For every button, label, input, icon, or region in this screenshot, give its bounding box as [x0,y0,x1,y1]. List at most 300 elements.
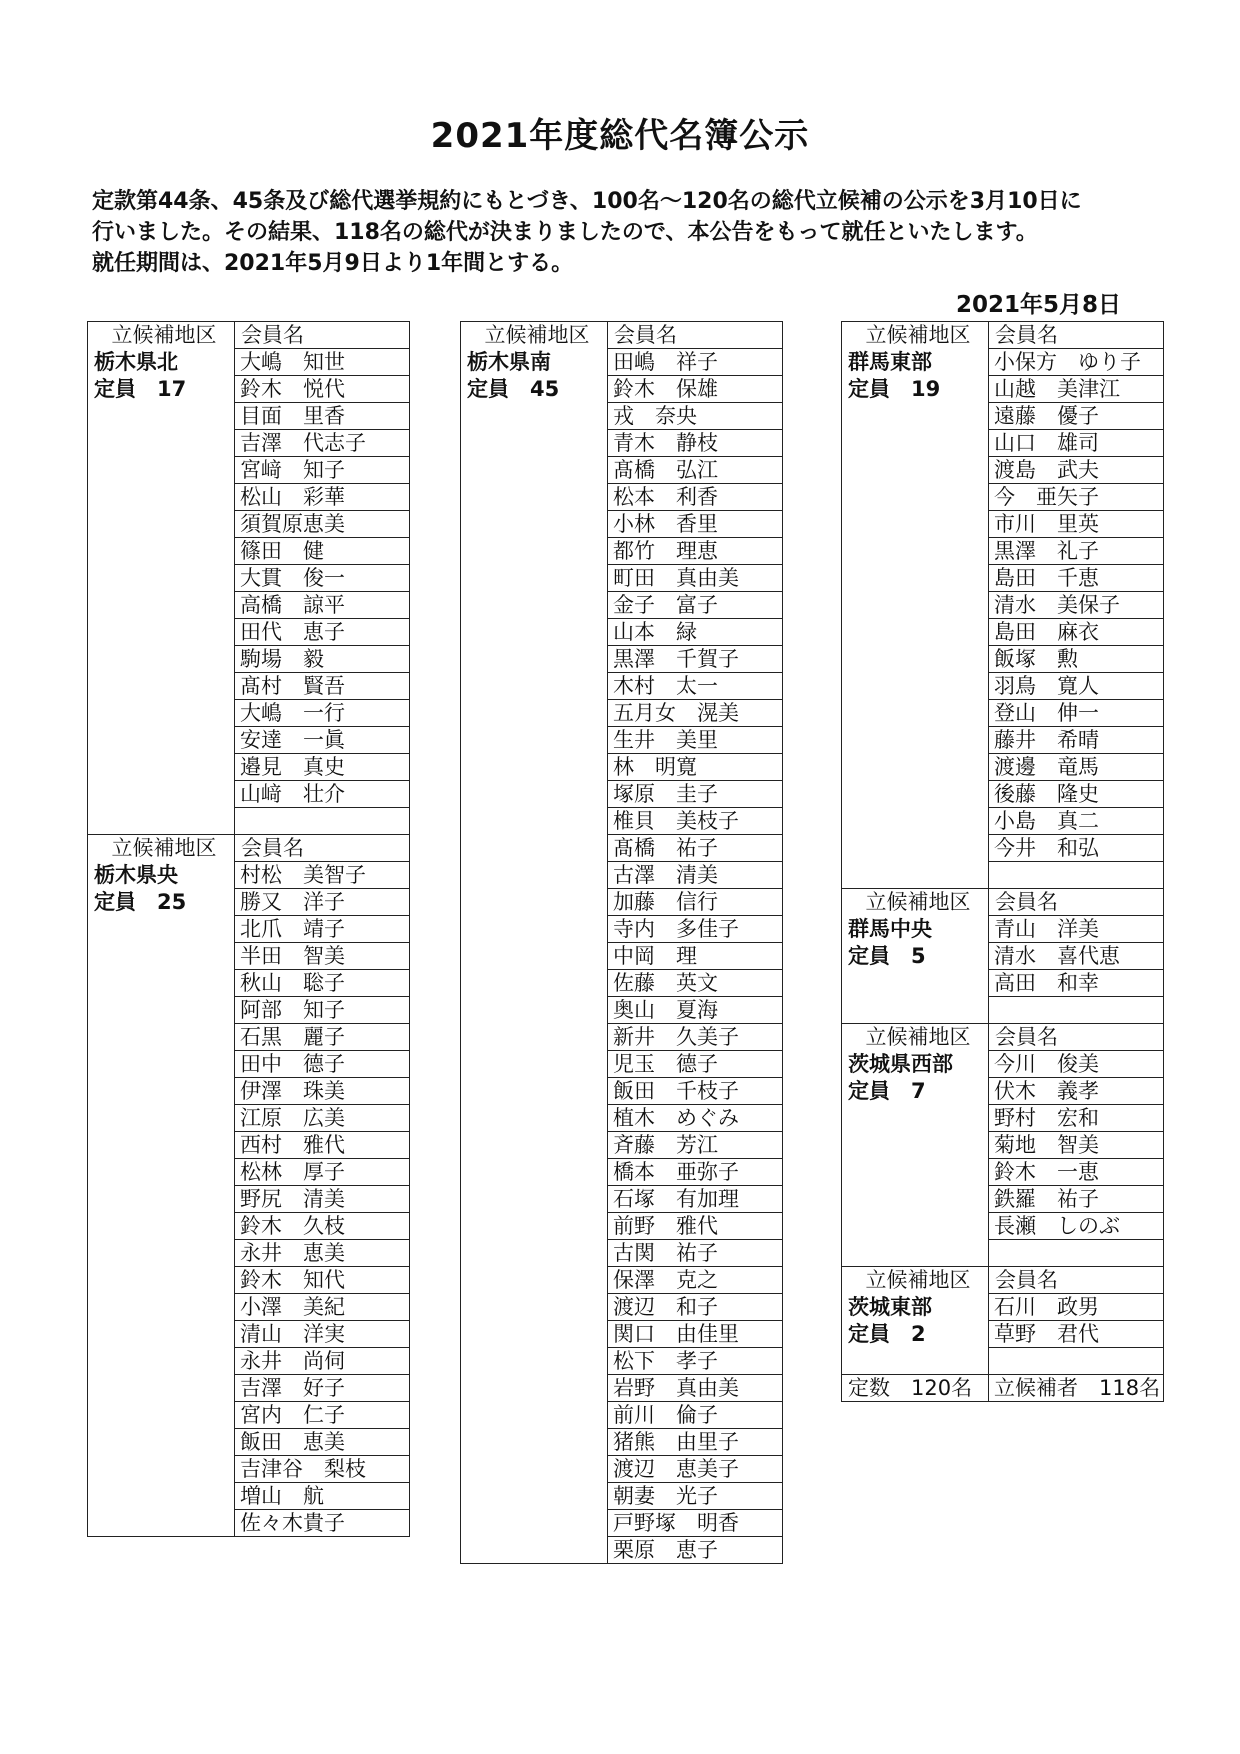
table-row [842,565,1164,592]
table-header-row [461,322,783,349]
district-cell [88,1402,235,1429]
table-row [88,511,410,538]
table-row [461,970,783,997]
table-row [842,484,1164,511]
member-name: 高橋 諒平 [235,592,410,619]
district-cell [842,1213,989,1240]
table-row [461,1240,783,1267]
member-name: 後藤 隆史 [989,781,1164,808]
district-cell [461,997,608,1024]
table-row [461,808,783,835]
table-row [842,997,1164,1024]
member-name: 半田 智美 [235,943,410,970]
table-row [461,511,783,538]
district-cell [88,1078,235,1105]
member-name: 菊地 智美 [989,1132,1164,1159]
table-row [461,646,783,673]
table-row [842,727,1164,754]
member-name: 渡辺 和子 [608,1294,783,1321]
table-row [842,646,1164,673]
member-name: 渡島 武夫 [989,457,1164,484]
table-row [461,403,783,430]
member-name: 中岡 理 [608,943,783,970]
table-row [461,835,783,862]
table-row [842,943,1164,970]
district-cell [842,808,989,835]
table-row [88,457,410,484]
table-row [88,889,410,916]
district-header: 立候補地区 [842,1024,989,1051]
district-name: 栃木県北 [88,349,235,376]
member-name: 斉藤 芳江 [608,1132,783,1159]
table-row [461,1213,783,1240]
district-cell [88,1510,235,1537]
district-quota: 定員 5 [842,943,989,970]
district-cell [461,430,608,457]
district-cell [88,808,235,835]
member-name: 児玉 德子 [608,1051,783,1078]
empty-cell [989,862,1164,889]
member-name: 佐藤 英文 [608,970,783,997]
district-quota: 定員 7 [842,1078,989,1105]
member-name: 秋山 聡子 [235,970,410,997]
member-name: 渡邊 竜馬 [989,754,1164,781]
table-row [88,1348,410,1375]
member-name: 市川 里英 [989,511,1164,538]
district-cell [88,970,235,997]
district-cell [842,430,989,457]
member-name: 大嶋 一行 [235,700,410,727]
table-row [842,430,1164,457]
district-cell [842,673,989,700]
district-cell [842,1240,989,1267]
district-cell [461,1375,608,1402]
member-name: 飯田 千枝子 [608,1078,783,1105]
member-name: 古関 祐子 [608,1240,783,1267]
district-quota: 定員 25 [88,889,235,916]
member-name: 戸野塚 明香 [608,1510,783,1537]
district-cell [461,673,608,700]
district-cell [88,916,235,943]
member-name: 島田 麻衣 [989,619,1164,646]
district-cell [461,700,608,727]
table-row [88,1051,410,1078]
district-cell [461,781,608,808]
district-cell [842,619,989,646]
table-row [88,1240,410,1267]
member-header: 会員名 [989,1024,1164,1051]
district-cell [88,619,235,646]
member-name: 松山 彩華 [235,484,410,511]
table-row [88,430,410,457]
table-row [842,538,1164,565]
district-table-right [841,321,1164,1402]
member-name: 篠田 健 [235,538,410,565]
district-quota: 定員 45 [461,376,608,403]
member-name: 田嶋 祥子 [608,349,783,376]
member-name: 小澤 美紀 [235,1294,410,1321]
table-row [461,889,783,916]
member-name: 新井 久美子 [608,1024,783,1051]
member-name: 林 明寛 [608,754,783,781]
district-cell [461,916,608,943]
table-row [461,1186,783,1213]
table-row [461,619,783,646]
district-header: 立候補地区 [461,322,608,349]
member-name: 前野 雅代 [608,1213,783,1240]
table-row [842,1051,1164,1078]
table-row [842,808,1164,835]
table-row [88,1213,410,1240]
district-cell [842,754,989,781]
member-name: 松下 孝子 [608,1348,783,1375]
district-cell [88,1051,235,1078]
district-cell [461,1105,608,1132]
table-row [461,1483,783,1510]
notice-line: 行いました。その結果、118名の総代が決まりましたので、本公告をもって就任といたします。 [92,220,1038,245]
district-quota: 定員 19 [842,376,989,403]
district-cell [842,1186,989,1213]
member-name: 前川 倫子 [608,1402,783,1429]
table-header-row [842,1024,1164,1051]
district-cell [461,1213,608,1240]
member-name: 黒澤 千賀子 [608,646,783,673]
district-cell [88,1294,235,1321]
table-row [88,1267,410,1294]
district-cell [461,1186,608,1213]
table-row [461,943,783,970]
member-name: 駒場 毅 [235,646,410,673]
member-name: 山口 雄司 [989,430,1164,457]
table-row [461,1051,783,1078]
table-row [88,1159,410,1186]
table-row [461,1024,783,1051]
member-name: 吉澤 好子 [235,1375,410,1402]
district-cell [461,1132,608,1159]
district-cell [461,484,608,511]
table-row [461,1510,783,1537]
district-cell [88,673,235,700]
member-name: 野村 宏和 [989,1105,1164,1132]
district-cell [461,538,608,565]
member-name: 木村 太一 [608,673,783,700]
member-name: 田代 恵子 [235,619,410,646]
district-cell [88,457,235,484]
district-cell [461,619,608,646]
member-name: 小保方 ゆり子 [989,349,1164,376]
table-row [461,1132,783,1159]
district-cell [461,862,608,889]
district-table-left [87,321,410,1537]
member-name: 加藤 信行 [608,889,783,916]
member-name: 関口 由佳里 [608,1321,783,1348]
member-name: 寺内 多佳子 [608,916,783,943]
table-row [842,457,1164,484]
district-cell [461,1294,608,1321]
member-name: 髙村 賢吾 [235,673,410,700]
member-name: 増山 航 [235,1483,410,1510]
table-row [461,673,783,700]
table-row [842,511,1164,538]
member-name: 阿部 知子 [235,997,410,1024]
member-name: 宮内 仁子 [235,1402,410,1429]
district-header: 立候補地区 [88,322,235,349]
member-name: 高田 和幸 [989,970,1164,997]
table-row [88,808,410,835]
table-row [88,538,410,565]
member-name: 塚原 圭子 [608,781,783,808]
notice-line: 定款第44条、45条及び総代選挙規約にもとづき、100名～120名の総代立候補の公示を3月10日に [92,189,1082,214]
member-name: 須賀原恵美 [235,511,410,538]
district-cell [461,970,608,997]
table-row [88,943,410,970]
table-row [461,1348,783,1375]
member-name: 西村 雅代 [235,1132,410,1159]
table-row [842,781,1164,808]
empty-cell [989,1348,1164,1375]
member-header: 会員名 [989,322,1164,349]
member-name: 小林 香里 [608,511,783,538]
member-name: 鈴木 保雄 [608,376,783,403]
table-row [88,700,410,727]
district-cell [842,997,989,1024]
district-cell [88,592,235,619]
table-row [461,916,783,943]
table-row [842,403,1164,430]
member-name: 松林 厚子 [235,1159,410,1186]
member-name: 金子 富子 [608,592,783,619]
member-name: 大嶋 知世 [235,349,410,376]
table-row [842,916,1164,943]
district-name: 栃木県南 [461,349,608,376]
member-name: 吉澤 代志子 [235,430,410,457]
table-header-row [842,322,1164,349]
member-name: 戎 奈央 [608,403,783,430]
district-header: 立候補地区 [842,889,989,916]
member-name: 都竹 理恵 [608,538,783,565]
member-name: 生井 美里 [608,727,783,754]
district-cell [842,565,989,592]
table-row [88,970,410,997]
table-row [461,997,783,1024]
member-name: 飯塚 勲 [989,646,1164,673]
table-header-row [88,835,410,862]
member-name: 今井 和弘 [989,835,1164,862]
district-cell [88,1240,235,1267]
member-name: 小島 真二 [989,808,1164,835]
district-cell [88,781,235,808]
district-cell [842,1159,989,1186]
table-row [842,1132,1164,1159]
table-row [842,376,1164,403]
table-row [461,1402,783,1429]
member-name: 石川 政男 [989,1294,1164,1321]
member-name: 伊澤 珠美 [235,1078,410,1105]
district-cell [88,727,235,754]
table-row [842,1159,1164,1186]
table-row [88,1321,410,1348]
district-cell [461,1159,608,1186]
district-table-middle [460,321,783,1564]
table-row [88,1294,410,1321]
member-name: 大貫 俊一 [235,565,410,592]
member-name: 長瀬 しのぶ [989,1213,1164,1240]
district-cell [461,592,608,619]
table-row [842,1348,1164,1375]
district-cell [461,727,608,754]
district-cell [461,808,608,835]
table-row [88,484,410,511]
district-cell [461,457,608,484]
member-name: 鈴木 久枝 [235,1213,410,1240]
member-name: 清水 美保子 [989,592,1164,619]
district-cell [461,1024,608,1051]
table-row [461,430,783,457]
table-row [88,376,410,403]
district-name: 群馬中央 [842,916,989,943]
table-row [88,862,410,889]
member-name: 村松 美智子 [235,862,410,889]
member-name: 鈴木 悦代 [235,376,410,403]
district-cell [461,1348,608,1375]
district-cell [461,943,608,970]
district-cell [842,700,989,727]
district-header: 立候補地区 [842,322,989,349]
empty-cell [989,1240,1164,1267]
table-row [88,727,410,754]
member-name: 石黒 麗子 [235,1024,410,1051]
table-row [88,1024,410,1051]
district-cell [88,1024,235,1051]
table-row [461,1456,783,1483]
district-cell [461,1240,608,1267]
district-cell [842,862,989,889]
table-row [842,1213,1164,1240]
totals-row [842,1375,1164,1402]
member-name: 清山 洋実 [235,1321,410,1348]
table-row [461,727,783,754]
table-header-row [88,322,410,349]
member-name: 髙橋 弘江 [608,457,783,484]
district-cell [842,403,989,430]
table-row [842,673,1164,700]
table-row [88,1510,410,1537]
district-cell [842,538,989,565]
member-name: 島田 千恵 [989,565,1164,592]
member-name: 野尻 清美 [235,1186,410,1213]
table-row [461,565,783,592]
district-cell [461,565,608,592]
table-row [461,484,783,511]
member-name: 髙橋 祐子 [608,835,783,862]
district-cell [88,700,235,727]
district-cell [461,403,608,430]
district-cell [461,1078,608,1105]
notice-text [92,186,1192,279]
district-cell [88,943,235,970]
district-name: 群馬東部 [842,349,989,376]
district-name: 栃木県央 [88,862,235,889]
district-cell [461,835,608,862]
district-cell [842,1348,989,1375]
member-name: 山﨑 壮介 [235,781,410,808]
district-cell [88,1186,235,1213]
table-row [88,1483,410,1510]
district-quota: 定員 2 [842,1321,989,1348]
district-cell [88,1348,235,1375]
table-row [461,862,783,889]
notice-line: 就任期間は、2021年5月9日より1年間とする。 [92,251,574,276]
district-name: 茨城県西部 [842,1051,989,1078]
district-cell [461,889,608,916]
table-row [461,1078,783,1105]
member-name: 鈴木 知代 [235,1267,410,1294]
table-row [461,754,783,781]
table-row [88,646,410,673]
district-cell [461,1402,608,1429]
member-name: 鈴木 一恵 [989,1159,1164,1186]
member-name: 羽鳥 寛人 [989,673,1164,700]
member-header: 会員名 [235,322,410,349]
table-row [88,619,410,646]
table-row [88,1375,410,1402]
table-row [461,781,783,808]
member-name: 佐々木貴子 [235,1510,410,1537]
district-cell [461,1537,608,1564]
member-name: 山越 美津江 [989,376,1164,403]
table-row [842,619,1164,646]
district-cell [461,1321,608,1348]
table-row [88,1078,410,1105]
district-cell [88,1321,235,1348]
member-name: 永井 尚伺 [235,1348,410,1375]
district-cell [842,1105,989,1132]
member-name: 植木 めぐみ [608,1105,783,1132]
table-row [88,754,410,781]
table-row [88,1132,410,1159]
member-name: 草野 君代 [989,1321,1164,1348]
district-cell [88,403,235,430]
table-row [88,673,410,700]
table-row [461,457,783,484]
table-row [461,1267,783,1294]
table-row [842,862,1164,889]
member-name: 松本 利香 [608,484,783,511]
table-row [88,1456,410,1483]
table-row [842,1321,1164,1348]
district-cell [461,754,608,781]
district-cell [842,511,989,538]
member-name: 江原 広美 [235,1105,410,1132]
district-cell [842,835,989,862]
table-row [842,700,1164,727]
member-name: 栗原 恵子 [608,1537,783,1564]
table-row [88,565,410,592]
page-title: 2021年度総代名簿公示 [430,116,810,156]
table-row [461,376,783,403]
member-name: 町田 真由美 [608,565,783,592]
table-row [842,1240,1164,1267]
total-candidates: 立候補者 118名 [989,1375,1164,1402]
notice-date: 2021年5月8日 [956,292,1122,318]
member-name: 永井 恵美 [235,1240,410,1267]
district-cell [461,646,608,673]
table-row [842,1186,1164,1213]
district-header: 立候補地区 [842,1267,989,1294]
table-row [461,1375,783,1402]
table-row [88,1402,410,1429]
district-cell [842,484,989,511]
